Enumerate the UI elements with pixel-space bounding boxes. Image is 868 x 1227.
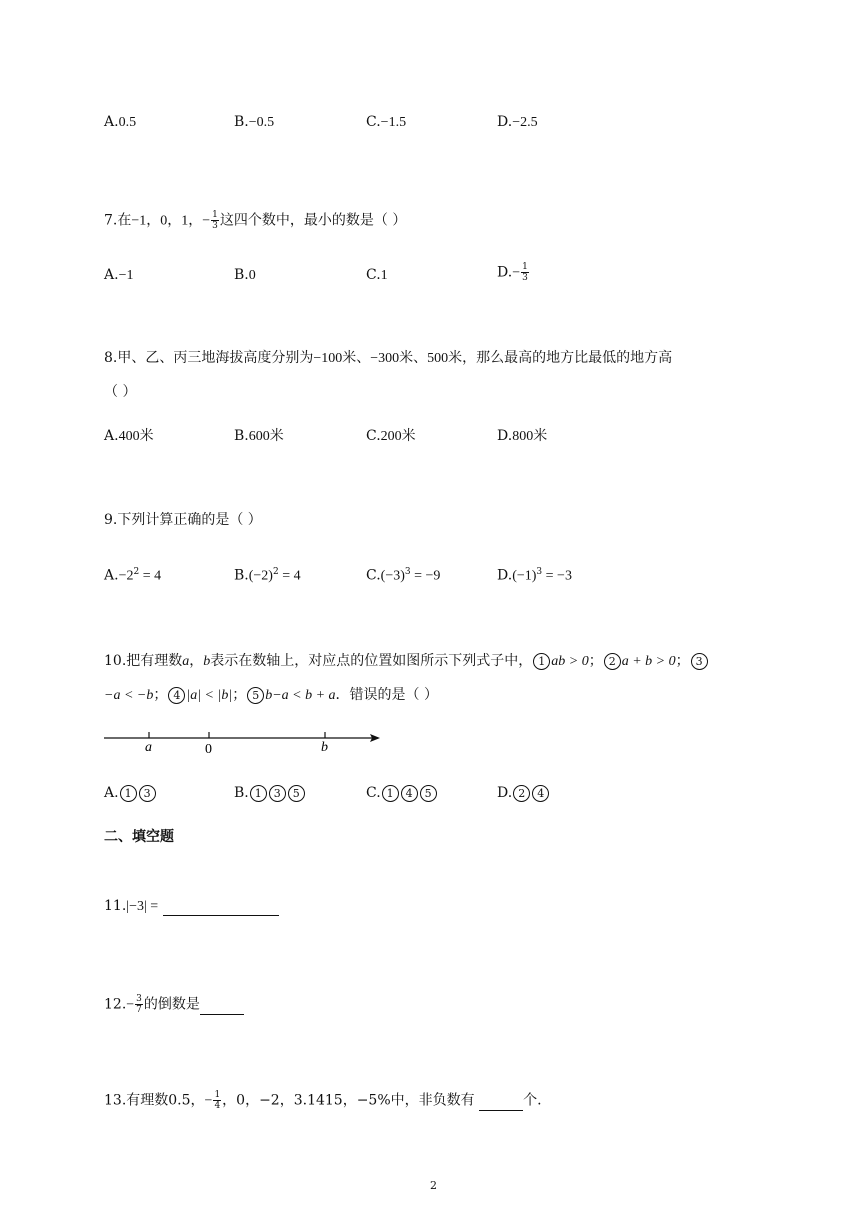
- q8-option-b: B.600米: [234, 428, 284, 444]
- label-a: a: [145, 740, 152, 755]
- q11-answer-blank[interactable]: [163, 901, 279, 916]
- q10-question-line2: −a < −b； 4 |a| < |b|； 5 b−a < b + a．错误的是（ ）: [104, 687, 438, 703]
- q11-question: 11.|−3| =: [104, 897, 279, 916]
- q8-option-c: C.200米: [366, 428, 416, 444]
- q10-option-b: B. 1 3 5: [234, 784, 306, 802]
- q10-option-d: D. 2 4: [497, 784, 550, 802]
- q6-option-a: A.0.5: [104, 114, 137, 130]
- section-title-fill-in: 二、填空题: [104, 829, 174, 845]
- q10-question: 10.把有理数a，b表示在数轴上，对应点的位置如图所示下列式子中， 1 ab > 0； 2 a + b > 0； 3: [104, 652, 709, 671]
- q12-answer-blank[interactable]: [200, 1000, 244, 1015]
- q7-option-b: B.0: [234, 267, 256, 283]
- q6-option-d: D.−2.5: [497, 114, 538, 130]
- q8-question: 8.甲、乙、丙三地海拔高度分别为−100米、−300米、500米，那么最高的地方比最低的地方高: [104, 350, 673, 366]
- q9-question: 9.下列计算正确的是（ ）: [104, 512, 262, 528]
- q9-option-d: $D.(-1)^3 = -3$: [497, 567, 572, 584]
- number-line: [100, 728, 384, 758]
- q8-option-d: D.800米: [497, 428, 548, 444]
- q7-question: 7.在−1，0，1，− $\frac{1}{3}$ 这四个数中，最小的数是（ ）: [104, 210, 407, 231]
- q9-option-a: $A.-2^2 = 4$: [104, 567, 162, 584]
- q13-answer-blank[interactable]: [479, 1096, 523, 1111]
- label-zero: 0: [205, 742, 212, 757]
- label-b: b: [321, 740, 328, 755]
- q10-option-a: A. 1 3: [104, 784, 157, 802]
- q6-option-c: C.−1.5: [366, 114, 407, 130]
- q7-fraction: $\frac{1}{3}$: [212, 210, 218, 231]
- q9-option-b: $B.(-2)^2 = 4$: [234, 567, 301, 584]
- q8-option-a: A.400米: [104, 428, 154, 444]
- q7-option-d: D.− $\frac{1}{3}$: [497, 262, 528, 283]
- q7-option-c: C.1: [366, 267, 388, 283]
- page-number: 2: [430, 1179, 437, 1192]
- q12-fraction: $\frac{3}{7}$: [136, 994, 142, 1015]
- q13-fraction: $\frac{1}{4}$: [214, 1090, 221, 1111]
- q9-option-c: $C.(-3)^3 = -9$: [366, 567, 441, 584]
- q8-question-line2: （ ）: [104, 384, 137, 400]
- q13-question: 13.有理数0.5，− $\frac{1}{4}$ ，0，−2，3.1415，−5%中，非负数有 个.: [104, 1090, 542, 1111]
- q6-option-b: B.−0.5: [234, 114, 275, 130]
- q7-option-a: A.−1: [104, 267, 134, 283]
- q12-question: 12.− $\frac{3}{7}$ 的倒数是: [104, 994, 244, 1015]
- q10-option-c: C. 1 4 5: [366, 784, 438, 802]
